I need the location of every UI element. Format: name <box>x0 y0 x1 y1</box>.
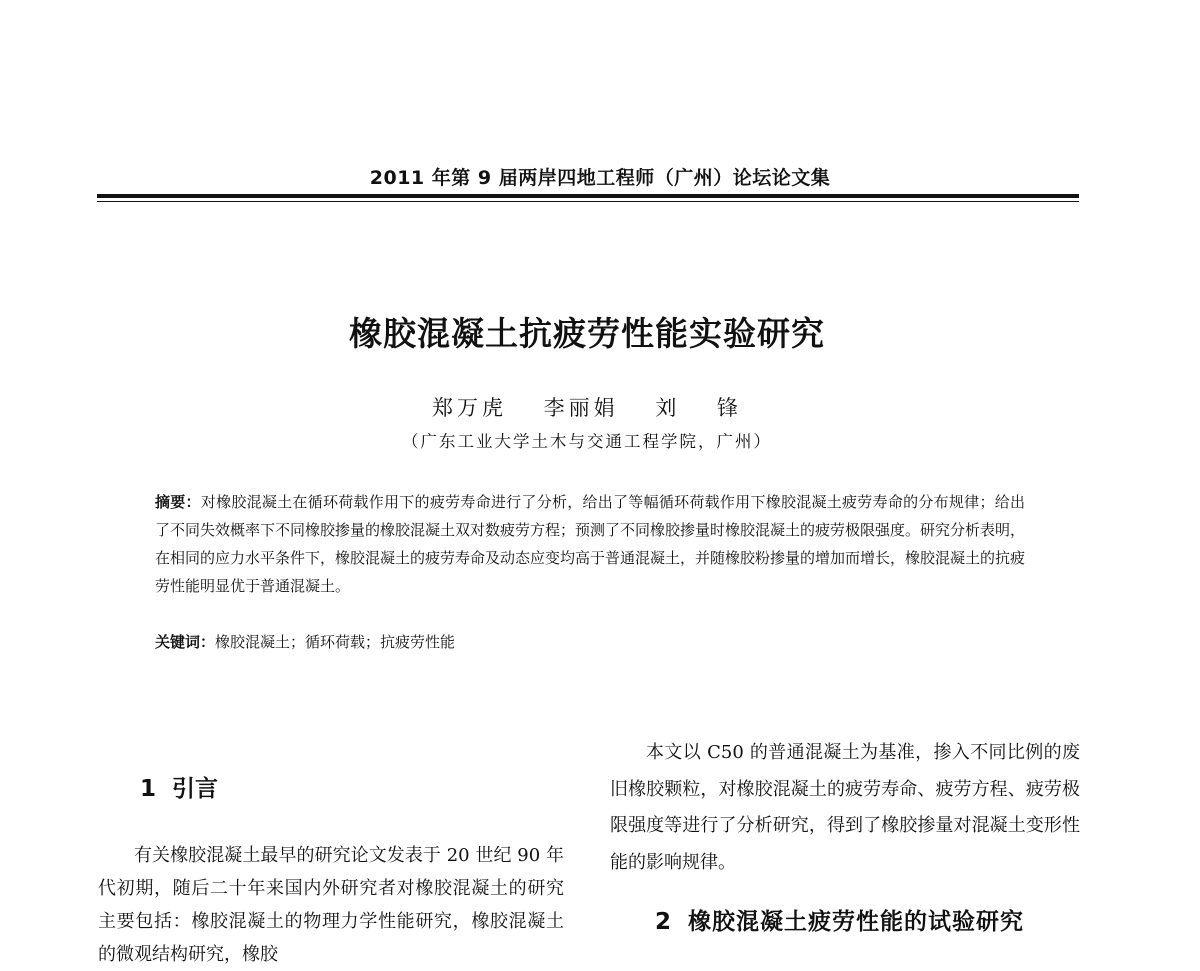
abstract-label: 摘要： <box>155 493 201 511</box>
section-1-heading <box>140 770 218 803</box>
section-1-paragraph: 有关橡胶混凝土最早的研究论文发表于 20 世纪 90 年代初期，随后二十年来国内外研究者对橡胶混凝土的研究主要包括：橡胶混凝土的物理力学性能研究，橡胶混凝土的微观结构研究，橡胶 <box>98 845 564 965</box>
header-rule-thin <box>97 201 1079 202</box>
section-1-number: 1 <box>140 776 157 802</box>
abstract-text: 对橡胶混凝土在循环荷载作用下的疲劳寿命进行了分析，给出了等幅循环荷载作用下橡胶混凝土疲劳寿命的分布规律；给出了不同失效概率下不同橡胶掺量的橡胶混凝土双对数疲劳方程；预测了不同橡胶掺量时橡胶混凝土的疲劳极限强度。研究分析表明，在相同的应力水平条件下，橡胶混凝土的疲劳寿命及动态应变均高于普通混凝土，并随橡胶粉掺量的增加而增长，橡胶混凝土的抗疲劳性能明显优于普通混凝土。 <box>155 493 1026 595</box>
paper-title: 橡胶混凝土抗疲劳性能实验研究 <box>349 314 825 353</box>
keywords-label: 关键词： <box>155 633 216 651</box>
section-2-heading <box>655 903 1024 936</box>
keywords <box>155 628 1025 656</box>
author-list: 郑万虎 李丽娟 刘 锋 <box>431 396 743 420</box>
abstract <box>155 488 1025 600</box>
section-2-number: 2 <box>655 909 673 935</box>
running-header: 2011 年第 9 届两岸四地工程师（广州）论坛论文集 <box>369 167 831 189</box>
right-column-paragraph: 本文以 C50 的普通混凝土为基准，掺入不同比例的废旧橡胶颗粒，对橡胶混凝土的疲劳寿命、疲劳方程、疲劳极限强度等进行了分析研究，得到了橡胶掺量对混凝土变形性能的影响规律。 <box>610 742 1080 873</box>
affiliation: （广东工业大学土木与交通工程学院，广州） <box>402 432 772 451</box>
section-2-title: 橡胶混凝土疲劳性能的试验研究 <box>688 909 1025 935</box>
header-rule-thick <box>97 194 1079 198</box>
section-1-title: 引言 <box>172 776 219 802</box>
keywords-text: 橡胶混凝土；循环荷载；抗疲劳性能 <box>215 633 456 651</box>
